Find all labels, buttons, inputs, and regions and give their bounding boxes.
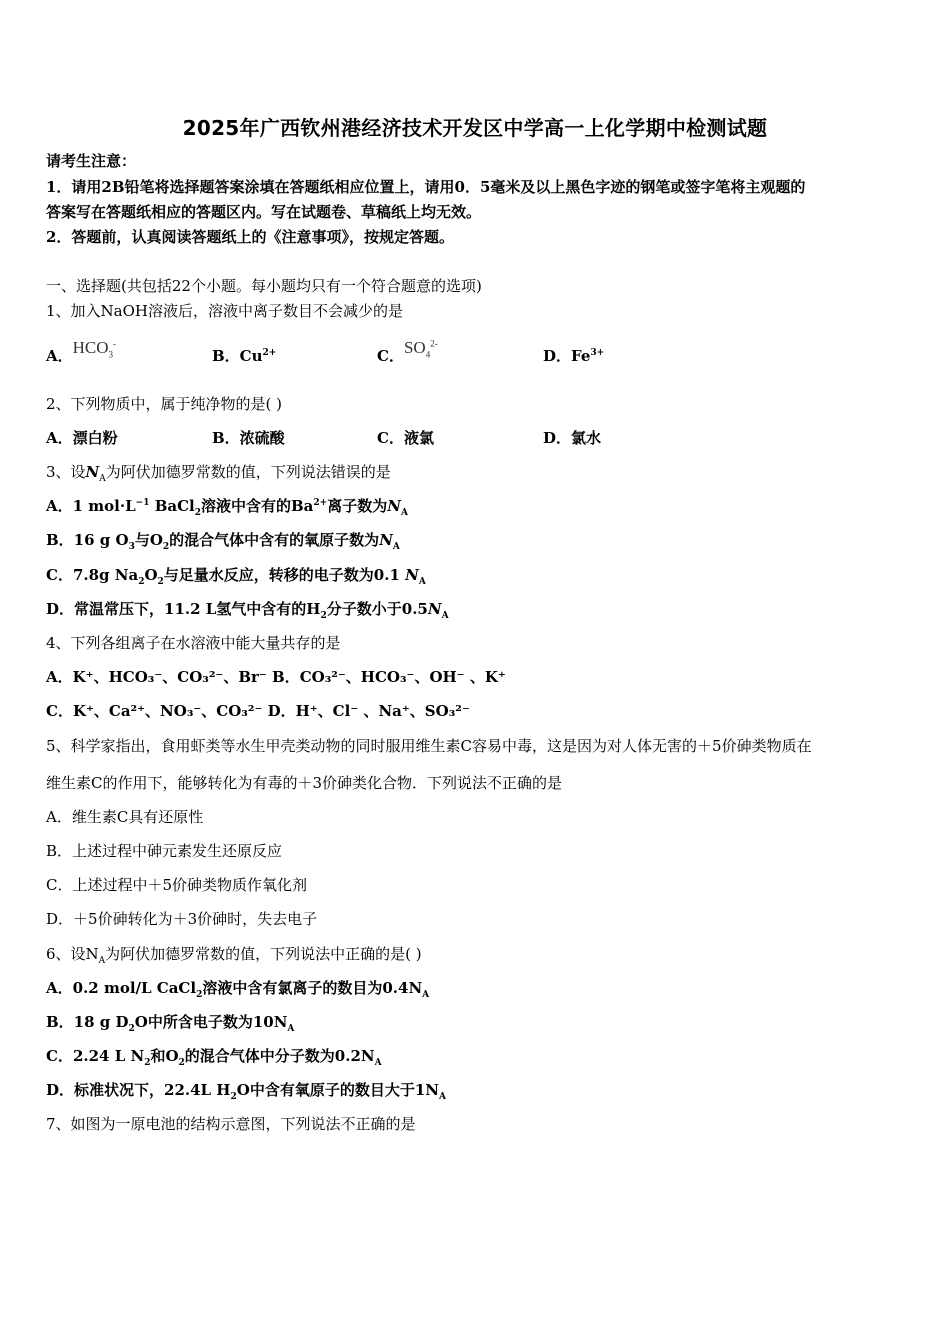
question-6-stem: 6、设$N_A$为阿伏加德罗常数的值，下列说法中正确的是( ) [46,945,422,966]
question-5-stem-line-1: 5、科学家指出，食用虾类等水生甲壳类动物的同时服用维生素C容易中毒，这是因为对人体无害的＋5价砷类物质在 [46,737,812,755]
page-title: 2025年广西钦州港经济技术开发区中学高一上化学期中检测试题 [182,116,768,140]
question-5-stem-line-2: 维生素C的作用下，能够转化为有毒的＋3价砷类化合物．下列说法不正确的是 [46,774,563,792]
q4-options-cd: C．K⁺、Ca²⁺、NO₃⁻、CO₃²⁻ D．H⁺、Cl⁻ 、Na⁺、SO₃²⁻ [46,702,470,720]
question-7-stem: 7、如图为一原电池的结构示意图，下列说法不正确的是 [46,1115,416,1133]
q5-option-b: B．上述过程中砷元素发生还原反应 [46,842,283,860]
q1-option-d: D．$Fe^{3+}$ [543,347,605,365]
q3-option-d: D．常温常压下，11.2 L氢气中含有的$H_2$分子数小于$0.5N_A$ [46,600,449,621]
question-4-stem: 4、下列各组离子在水溶液中能大量共存的是 [46,634,341,652]
q5-option-c: C．上述过程中＋5价砷类物质作氧化剂 [46,876,308,894]
q2-option-b: B．浓硫酸 [212,429,285,447]
q5-option-a: A．维生素C具有还原性 [46,808,204,826]
q2-option-c: C．液氯 [377,429,434,447]
q3-option-c: C．7.8g $Na_2O_2$与足量水反应，转移的电子数为0.1 $N_A$ [46,566,426,587]
q5-option-d: D．＋5价砷转化为＋3价砷时，失去电子 [46,910,318,928]
question-3-stem: 3、设$N_A$为阿伏加德罗常数的值，下列说法错误的是 [46,463,391,484]
question-1-stem: 1、加入NaOH溶液后，溶液中离子数目不会减少的是 [46,302,403,320]
q2-option-d: D．氯水 [543,429,602,447]
q4-options-ab: A．K⁺、HCO₃⁻、CO₃²⁻、Br⁻ B．CO₃²⁻、HCO₃⁻、OH⁻ 、K⁺ [46,668,506,686]
q6-option-b: B．18 g $D_2O$中所含电子数为$10N_A$ [46,1013,295,1034]
question-1-options [46,338,766,369]
question-2-stem: 2、下列物质中，属于纯净物的是( ) [46,395,283,413]
q6-option-d: D．标准状况下，22.4L $H_2O$中含有氧原子的数目大于$1N_A$ [46,1081,446,1102]
q3-option-a: A．1 $mol\cdot L^{-1}$ BaCl$_2$溶液中含有的$Ba^{2+}$离子数为$N_A$ [46,497,408,518]
q2-option-a: A．漂白粉 [46,429,118,447]
q1-option-b: B．$Cu^{2+}$ [212,347,277,365]
notice-line-2: 答案写在答题纸相应的答题区内。写在试题卷、草稿纸上均无效。 [46,203,482,221]
q1-option-a: A．$HCO_3^-$ [46,338,117,365]
notice-line-3: 2．答题前，认真阅读答题纸上的《注意事项》，按规定答题。 [46,228,454,246]
section-heading: 一、选择题(共包括22个小题。每小题均只有一个符合题意的选项) [46,277,482,295]
notice-line-1: 1．请用2B铅笔将选择题答案涂填在答题纸相应位置上，请用0．5毫米及以上黑色字迹的钢笔或签字笔将主观题的 [46,178,806,196]
q6-option-c: C．2.24 L $N_2$和$O_2$的混合气体中分子数为$0.2N_A$ [46,1047,382,1068]
q3-option-b: B．16 g $O_3$与$O_2$的混合气体中含有的氧原子数为$N_A$ [46,531,400,552]
notice-heading: 请考生注意： [46,152,137,170]
q6-option-a: A．0.2 mol/L CaCl$_2$溶液中含有氯离子的数目为$0.4N_A$ [46,979,430,1000]
question-2-options [46,427,766,451]
q1-option-c: C．$SO_4^{2-}$ [377,338,438,365]
